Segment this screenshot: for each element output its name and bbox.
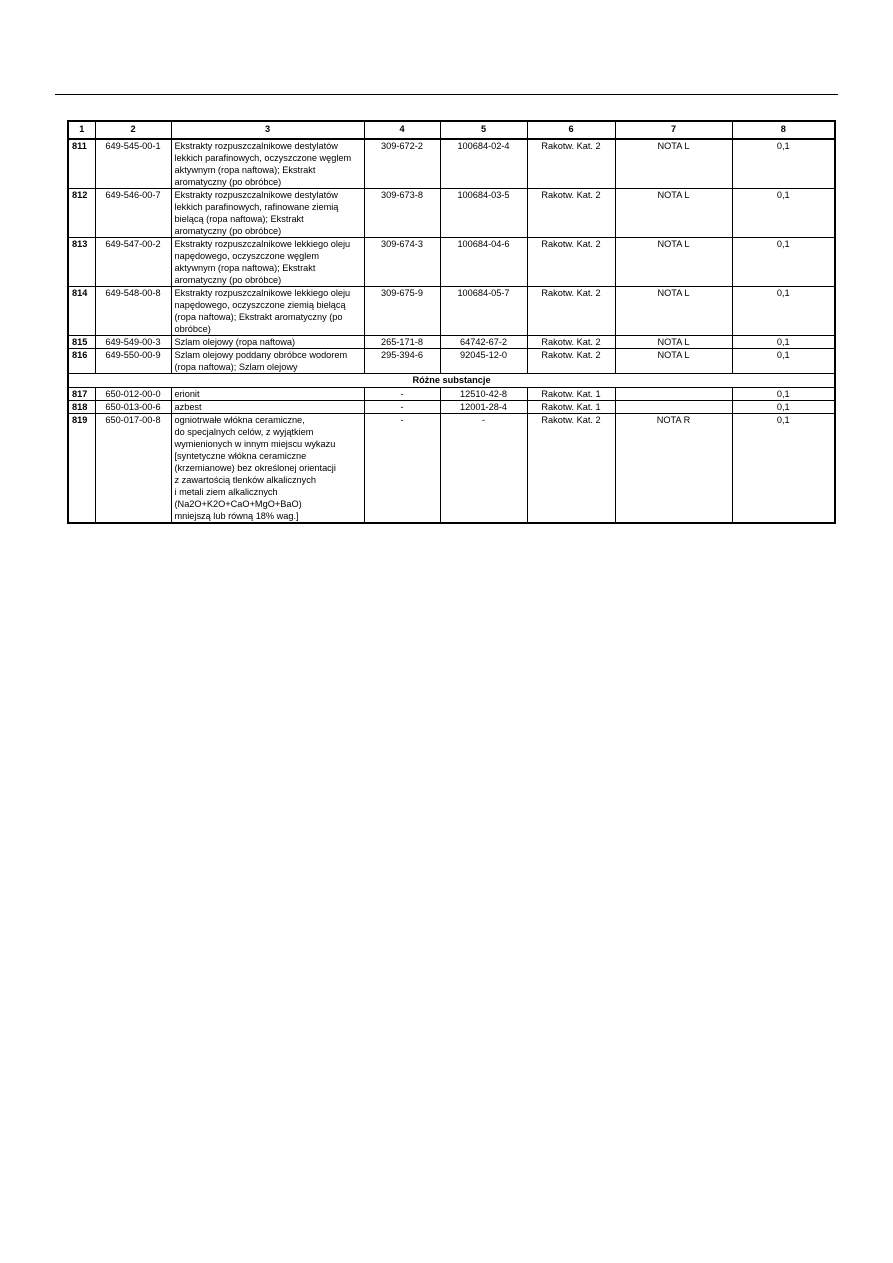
note — [615, 401, 732, 414]
index-number: 649-550-00-9 — [95, 349, 171, 374]
substance-name: erionit — [171, 388, 364, 401]
index-number: 649-549-00-3 — [95, 336, 171, 349]
substance-name: Ekstrakty rozpuszczalnikowe destylatów lekkich parafinowych, rafinowane ziemią bielącą (ropa naftowa); Ekstrakt aromatyczny (po obróbce) — [171, 189, 364, 238]
index-number: 650-017-00-8 — [95, 414, 171, 524]
classification: Rakotw. Kat. 2 — [527, 349, 615, 374]
note: NOTA R — [615, 414, 732, 524]
index-number: 649-546-00-7 — [95, 189, 171, 238]
column-header: 2 — [95, 121, 171, 139]
index-number: 650-012-00-0 — [95, 388, 171, 401]
concentration-limit: 0,1 — [732, 336, 835, 349]
section-row — [68, 374, 835, 388]
concentration-limit: 0,1 — [732, 238, 835, 287]
page-header-rule — [55, 94, 838, 95]
row-number: 816 — [68, 349, 95, 374]
ec-number: 309-674-3 — [364, 238, 440, 287]
classification: Rakotw. Kat. 2 — [527, 189, 615, 238]
row-number: 814 — [68, 287, 95, 336]
row-number: 818 — [68, 401, 95, 414]
row-number: 817 — [68, 388, 95, 401]
index-number: 649-548-00-8 — [95, 287, 171, 336]
cas-number: 92045-12-0 — [440, 349, 527, 374]
table-row — [68, 388, 835, 401]
header-row — [68, 121, 835, 139]
note: NOTA L — [615, 189, 732, 238]
classification: Rakotw. Kat. 2 — [527, 139, 615, 189]
cas-number: 100684-05-7 — [440, 287, 527, 336]
concentration-limit: 0,1 — [732, 139, 835, 189]
substance-name: Ekstrakty rozpuszczalnikowe lekkiego oleju napędowego, oczyszczone ziemią bielącą (ropa naftowa); Ekstrakt aromatyczny (po obróbce) — [171, 287, 364, 336]
note: NOTA L — [615, 139, 732, 189]
note: NOTA L — [615, 336, 732, 349]
classification: Rakotw. Kat. 1 — [527, 388, 615, 401]
note: NOTA L — [615, 238, 732, 287]
ec-number: 309-675-9 — [364, 287, 440, 336]
classification: Rakotw. Kat. 2 — [527, 336, 615, 349]
substance-name: Szlam olejowy (ropa naftowa) — [171, 336, 364, 349]
classification: Rakotw. Kat. 1 — [527, 401, 615, 414]
substance-name: ogniotrwałe włókna ceramiczne, do specjalnych celów, z wyjątkiem wymienionych w innym miejscu wykazu [syntetyczne włókna ceramiczne (krzemianowe) bez określonej orientacji z zawartością tlenków alkalicznych i metali ziem alkalicznych (Na2O+K2O+CaO+MgO+BaO) mniejszą lub równą 18% wag.] — [171, 414, 364, 524]
column-header: 5 — [440, 121, 527, 139]
note: NOTA L — [615, 349, 732, 374]
concentration-limit: 0,1 — [732, 401, 835, 414]
index-number: 649-545-00-1 — [95, 139, 171, 189]
column-header: 3 — [171, 121, 364, 139]
table-header — [68, 121, 835, 139]
cas-number: - — [440, 414, 527, 524]
table-row — [68, 189, 835, 238]
column-header: 1 — [68, 121, 95, 139]
note — [615, 388, 732, 401]
table-row — [68, 401, 835, 414]
column-header: 7 — [615, 121, 732, 139]
section-title: Różne substancje — [68, 374, 835, 388]
ec-number: 309-673-8 — [364, 189, 440, 238]
row-number: 813 — [68, 238, 95, 287]
row-number: 812 — [68, 189, 95, 238]
column-header: 6 — [527, 121, 615, 139]
row-number: 819 — [68, 414, 95, 524]
cas-number: 12510-42-8 — [440, 388, 527, 401]
index-number: 650-013-00-6 — [95, 401, 171, 414]
ec-number: 265-171-8 — [364, 336, 440, 349]
ec-number: 309-672-2 — [364, 139, 440, 189]
ec-number: 295-394-6 — [364, 349, 440, 374]
classification: Rakotw. Kat. 2 — [527, 238, 615, 287]
cas-number: 100684-02-4 — [440, 139, 527, 189]
ec-number: - — [364, 388, 440, 401]
cas-number: 64742-67-2 — [440, 336, 527, 349]
substance-name: Ekstrakty rozpuszczalnikowe destylatów lekkich parafinowych, oczyszczone węglem aktywnym (ropa naftowa); Ekstrakt aromatyczny (po obróbce) — [171, 139, 364, 189]
ec-number: - — [364, 401, 440, 414]
concentration-limit: 0,1 — [732, 189, 835, 238]
table-row — [68, 414, 835, 524]
cas-number: 100684-03-5 — [440, 189, 527, 238]
classification: Rakotw. Kat. 2 — [527, 414, 615, 524]
ec-number: - — [364, 414, 440, 524]
classification: Rakotw. Kat. 2 — [527, 287, 615, 336]
concentration-limit: 0,1 — [732, 287, 835, 336]
table-body — [68, 139, 835, 523]
concentration-limit: 0,1 — [732, 388, 835, 401]
table-row — [68, 336, 835, 349]
row-number: 811 — [68, 139, 95, 189]
table-row — [68, 287, 835, 336]
table-row — [68, 238, 835, 287]
table-row — [68, 139, 835, 189]
row-number: 815 — [68, 336, 95, 349]
concentration-limit: 0,1 — [732, 349, 835, 374]
substance-name: Ekstrakty rozpuszczalnikowe lekkiego oleju napędowego, oczyszczone węglem aktywnym (ropa naftowa); Ekstrakt aromatyczny (po obróbce) — [171, 238, 364, 287]
substance-name: Szlam olejowy poddany obróbce wodorem (ropa naftowa); Szlam olejowy — [171, 349, 364, 374]
column-header: 8 — [732, 121, 835, 139]
substance-table — [67, 120, 836, 524]
column-header: 4 — [364, 121, 440, 139]
cas-number: 12001-28-4 — [440, 401, 527, 414]
cas-number: 100684-04-6 — [440, 238, 527, 287]
substance-name: azbest — [171, 401, 364, 414]
index-number: 649-547-00-2 — [95, 238, 171, 287]
concentration-limit: 0,1 — [732, 414, 835, 524]
note: NOTA L — [615, 287, 732, 336]
table-row — [68, 349, 835, 374]
